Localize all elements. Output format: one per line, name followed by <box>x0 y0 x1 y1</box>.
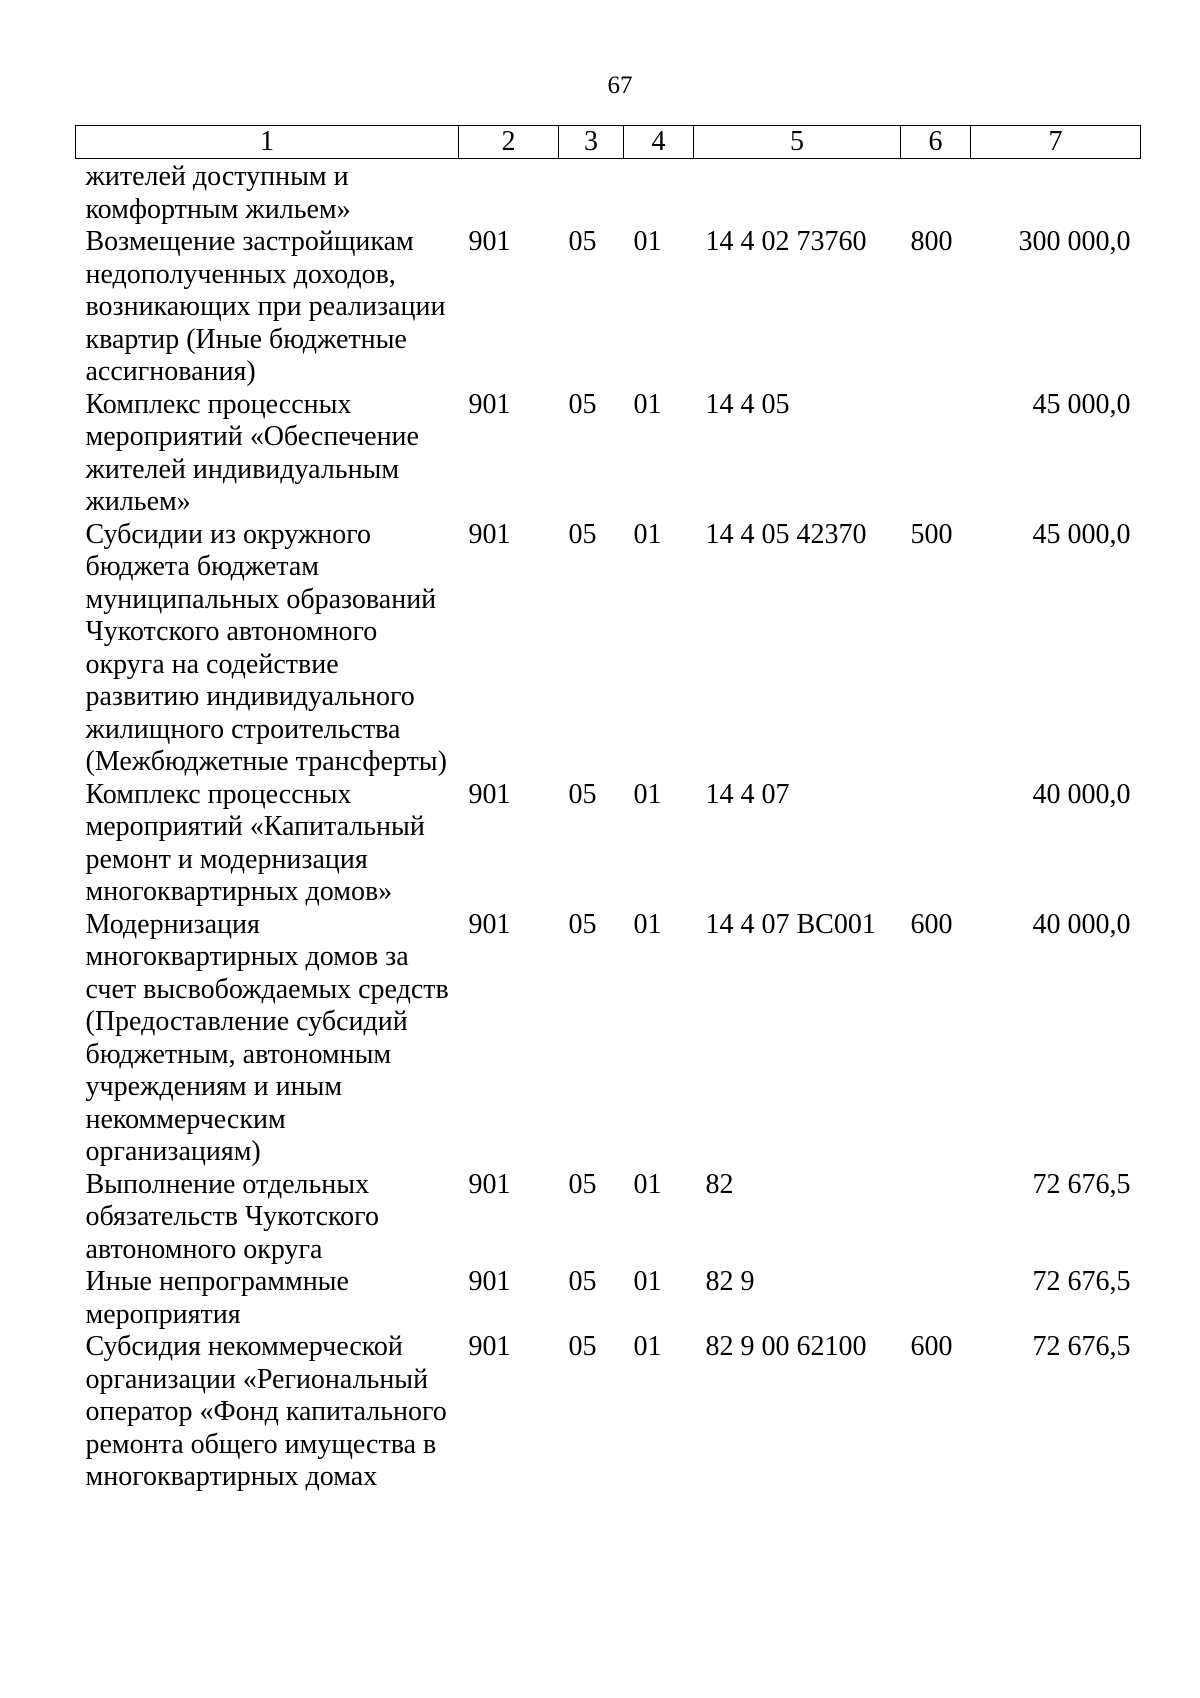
table-row <box>76 1169 1141 1267</box>
table-row <box>76 519 1141 779</box>
row-amount: 72 676,5 <box>1032 1331 1131 1362</box>
row-ministry-code: 901 <box>468 778 511 810</box>
table-row <box>76 159 1141 227</box>
row-section-code: 05 <box>568 388 597 420</box>
row-expense-type <box>901 1266 971 1331</box>
row-name: Субсидии из окружного бюджета бюджетам муниципальных образований Чукотского автономного округа на содействие развитию индивидуального жилищного строительства (Межбюджетные трансферты) <box>85 518 447 777</box>
table-row <box>76 389 1141 519</box>
row-expense-type <box>901 1169 971 1267</box>
row-section-code: 05 <box>568 1266 597 1297</box>
row-expense-type: 500 <box>910 518 953 550</box>
row-amount <box>971 159 1141 227</box>
row-amount: 300 000,0 <box>1018 226 1131 257</box>
row-target-code: 14 4 02 73760 <box>705 226 867 257</box>
row-expense-type <box>901 779 971 909</box>
column-header-3: 3 <box>559 126 624 159</box>
row-target-code: 14 4 07 <box>705 778 790 810</box>
row-target-code: 14 4 05 42370 <box>705 518 867 550</box>
row-subsection-code: 01 <box>633 388 662 420</box>
row-subsection-code: 01 <box>633 1331 662 1362</box>
column-header-7: 7 <box>971 126 1141 159</box>
row-expense-type: 600 <box>910 1331 953 1362</box>
row-ministry-code: 901 <box>468 1266 511 1297</box>
row-target-code: 82 9 00 62100 <box>705 1331 867 1362</box>
row-name: Выполнение отдельных обязательств Чукотского автономного округа <box>85 1168 379 1265</box>
row-name: жителей доступным и комфортным жильем» <box>85 161 351 225</box>
row-target-code: 14 4 05 <box>705 388 790 420</box>
row-subsection-code: 01 <box>633 1168 662 1200</box>
column-header-4: 4 <box>624 126 694 159</box>
row-amount: 72 676,5 <box>1032 1168 1131 1200</box>
table-row <box>76 226 1141 389</box>
row-amount: 45 000,0 <box>1032 518 1131 550</box>
row-name: Субсидия некоммерческой организации «Региональный оператор «Фонд капитального ремонта общего имущества в многоквартирных домах <box>85 1331 447 1492</box>
row-name: Комплекс процессных мероприятий «Обеспечение жителей индивидуальным жильем» <box>85 388 419 517</box>
row-section-code: 05 <box>568 1168 597 1200</box>
table-row <box>76 909 1141 1169</box>
budget-table <box>75 125 1141 1494</box>
row-expense-type <box>901 389 971 519</box>
table-header-row <box>76 126 1141 159</box>
row-subsection-code: 01 <box>633 778 662 810</box>
row-section-code: 05 <box>568 908 597 940</box>
row-ministry-code: 901 <box>468 388 511 420</box>
row-target-code <box>694 159 901 227</box>
row-section-code: 05 <box>568 1331 597 1362</box>
row-ministry-code: 901 <box>468 908 511 940</box>
row-target-code: 82 9 <box>705 1266 755 1297</box>
row-subsection-code <box>624 159 694 227</box>
row-name: Модернизация многоквартирных домов за счет высвобождаемых средств (Предоставление субсидий бюджетным, автономным учреждениям и иным некоммерческим организациям) <box>85 908 449 1167</box>
row-subsection-code: 01 <box>633 226 662 257</box>
row-section-code <box>559 159 624 227</box>
row-ministry-code: 901 <box>468 1168 511 1200</box>
row-expense-type: 600 <box>910 908 953 940</box>
column-header-2: 2 <box>459 126 559 159</box>
row-ministry-code: 901 <box>468 1331 511 1362</box>
row-amount: 40 000,0 <box>1032 778 1131 810</box>
row-subsection-code: 01 <box>633 518 662 550</box>
row-ministry-code: 901 <box>468 518 511 550</box>
column-header-1: 1 <box>76 126 459 159</box>
column-header-6: 6 <box>901 126 971 159</box>
row-name: Иные непрограммные мероприятия <box>85 1266 349 1330</box>
row-amount: 72 676,5 <box>1032 1266 1131 1297</box>
row-name: Возмещение застройщикам недополученных доходов, возникающих при реализации квартир (Иные бюджетные ассигнования) <box>85 226 446 387</box>
row-amount: 40 000,0 <box>1032 908 1131 940</box>
row-amount: 45 000,0 <box>1032 388 1131 420</box>
row-target-code: 82 <box>705 1168 734 1200</box>
row-section-code: 05 <box>568 778 597 810</box>
row-target-code: 14 4 07 ВС001 <box>705 908 876 940</box>
page-number: 67 <box>607 72 633 99</box>
row-section-code: 05 <box>568 518 597 550</box>
row-ministry-code <box>459 159 559 227</box>
table-row <box>76 1266 1141 1331</box>
row-expense-type: 800 <box>910 226 953 257</box>
table-row <box>76 1331 1141 1494</box>
column-header-5: 5 <box>694 126 901 159</box>
table-row <box>76 779 1141 909</box>
row-expense-type <box>901 159 971 227</box>
row-section-code: 05 <box>568 226 597 257</box>
row-subsection-code: 01 <box>633 908 662 940</box>
row-name: Комплекс процессных мероприятий «Капитальный ремонт и модернизация многоквартирных домов» <box>85 778 425 907</box>
row-ministry-code: 901 <box>468 226 511 257</box>
row-subsection-code: 01 <box>633 1266 662 1297</box>
